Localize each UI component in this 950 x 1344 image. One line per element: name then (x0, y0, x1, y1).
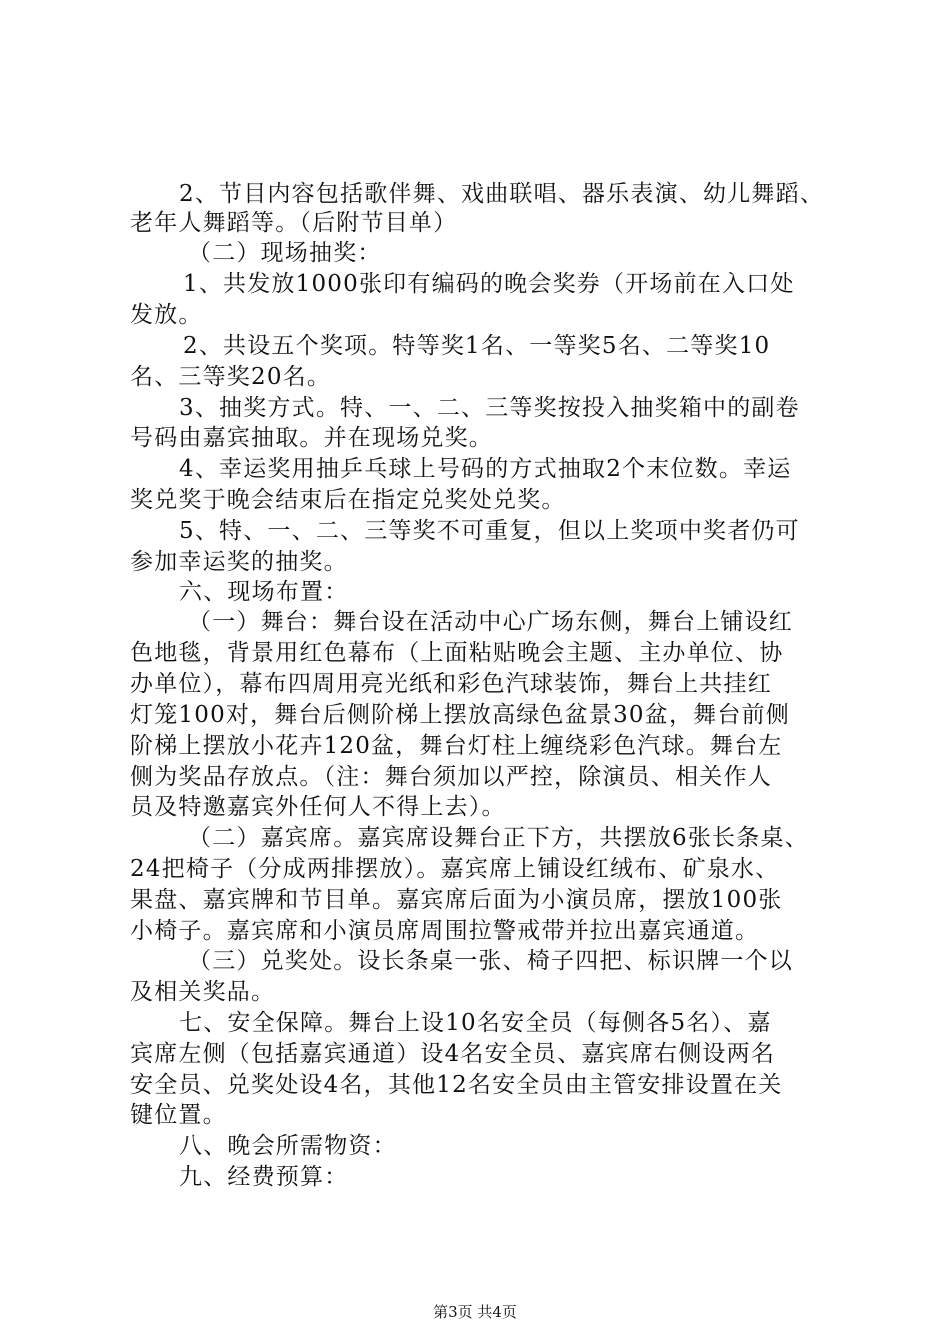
text-line: 色地毯，背景用红色幕布（上面粘贴晚会主题、主办单位、协 (130, 640, 784, 666)
text-line: （一）舞台：舞台设在活动中心广场东侧，舞台上铺设红 (188, 609, 793, 635)
text-line: （三）兑奖处。设长条桌一张、椅子四把、标识牌一个以 (188, 948, 793, 974)
text-line: 及相关奖品。 (130, 979, 276, 1005)
text-line: 阶梯上摆放小花卉120盆，舞台灯柱上缠绕彩色汽球。舞台左 (130, 733, 783, 759)
text-line: 2、共设五个奖项。特等奖1名、一等奖5名、二等奖10 (183, 333, 771, 359)
text-line: 老年人舞蹈等。（后附节目单） (130, 210, 458, 236)
section-heading: （二）现场抽奖： (188, 240, 382, 266)
text-line: 侧为奖品存放点。（注：舞台须加以严控，除演员、相关作人 (130, 764, 772, 790)
text-line: 宾席左侧（包括嘉宾通道）设4名安全员、嘉宾席右侧设两名 (130, 1041, 776, 1067)
section-heading: 九、经费预算： (179, 1164, 349, 1190)
text-line: 3、抽奖方式。特、一、二、三等奖按投入抽奖箱中的副卷 (179, 395, 800, 421)
text-line: 名、三等奖20名。 (130, 364, 332, 390)
text-line: 安全员、兑奖处设4名，其他12名安全员由主管安排设置在关 (130, 1072, 783, 1098)
text-line: 1、共发放1000张印有编码的晚会奖券（开场前在入口处 (183, 271, 795, 297)
section-heading: 六、现场布置： (179, 579, 349, 605)
text-line: 员及特邀嘉宾外任何人不得上去）。 (130, 794, 506, 820)
text-line: 号码由嘉宾抽取。并在现场兑奖。 (130, 425, 493, 451)
text-line: 发放。 (130, 302, 203, 328)
text-line: 七、安全保障。舞台上设10名安全员（每侧各5名）、嘉 (179, 1010, 772, 1036)
section-heading: 八、晚会所需物资： (179, 1133, 397, 1159)
text-line: 灯笼100对，舞台后侧阶梯上摆放高绿色盆景30盆，舞台前侧 (130, 702, 790, 728)
text-line: 24把椅子（分成两排摆放）。嘉宾席上铺设红绒布、矿泉水、 (130, 856, 780, 882)
text-line: 参加幸运奖的抽奖。 (130, 549, 348, 575)
text-line: （二）嘉宾席。嘉宾席设舞台正下方，共摆放6张长条桌、 (188, 825, 809, 851)
text-line: 2、节目内容包括歌伴舞、戏曲联唱、器乐表演、幼儿舞蹈、 (179, 181, 825, 207)
text-line: 5、特、一、二、三等奖不可重复，但以上奖项中奖者仍可 (179, 518, 800, 544)
text-line: 奖兑奖于晚会结束后在指定兑奖处兑奖。 (130, 487, 566, 513)
text-line: 果盘、嘉宾牌和节目单。嘉宾席后面为小演员席，摆放100张 (130, 887, 783, 913)
text-line: 办单位），幕布四周用亮光纸和彩色汽球装饰，舞台上共挂红 (130, 671, 772, 697)
text-line: 4、幸运奖用抽乒乓球上号码的方式抽取2个末位数。幸运 (179, 456, 792, 482)
page-number-footer: 第3页 共4页 (433, 1303, 517, 1321)
text-line: 小椅子。嘉宾席和小演员席周围拉警戒带并拉出嘉宾通道。 (130, 918, 760, 944)
text-line: 键位置。 (130, 1102, 227, 1128)
